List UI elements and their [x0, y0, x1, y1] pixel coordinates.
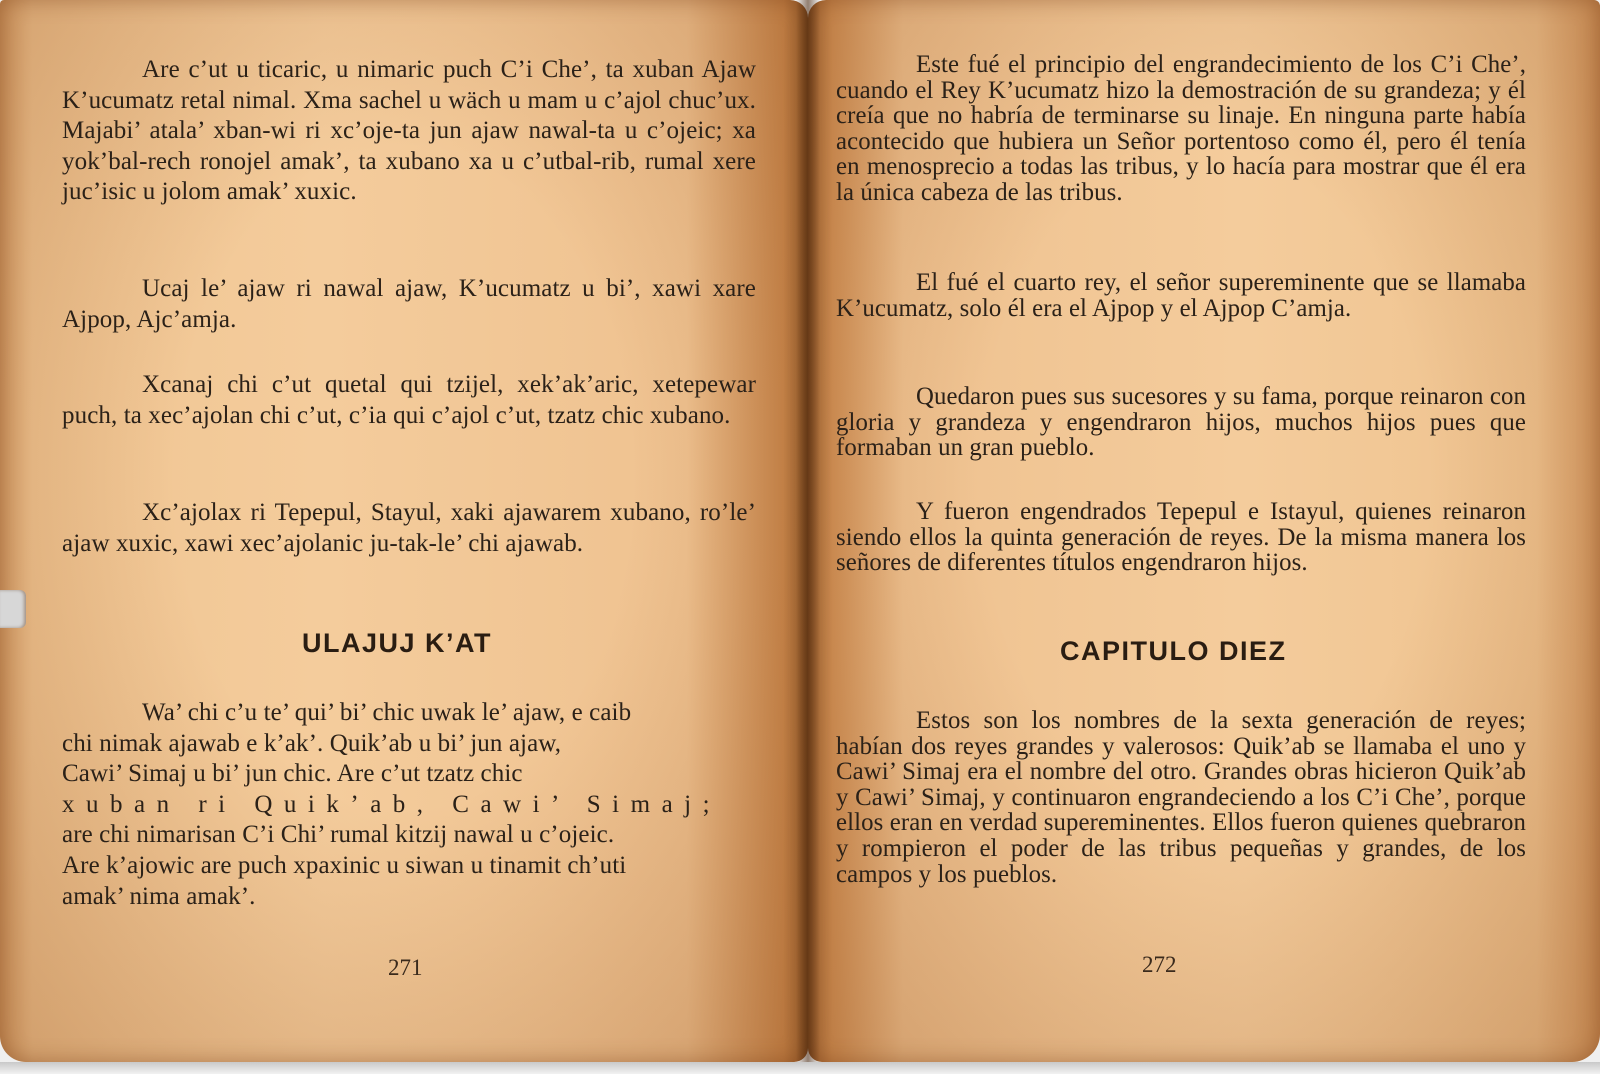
page-number-right: 272 — [1142, 952, 1177, 977]
left-paragraph-2: Ucaj le’ ajaw ri nawal ajaw, K’ucumatz u bi’, xawi xare Ajpop, Ajc’amja. — [62, 275, 756, 333]
left-final-paragraph: Wa’ chi c’u te’ qui’ bi’ chic uwak le’ ajaw, e caib chi nimak ajawab e k’ak’. Quik’ab u bi’ jun ajaw, Cawi’ Simaj u bi’ jun chic. Are c’ut tzatz chic xuban ri Quik’ab, Cawi’ Simaj; are chi nimarisan C’i Chi’ rumal kitzij nawal u c’ojeic. Are k’ajowic are puch xpaxinic u siwan u tinamit ch’uti amak’ nima amak’. — [62, 699, 722, 910]
left-paragraph-3: Xcanaj chi c’ut quetal qui tzijel, xek’ak’aric, xetepewar puch, ta xec’ajolan chi c’ut, c’ia qui c’ajol c’ut, tzatz chic xubano. — [62, 371, 756, 429]
left-paragraph-4: Xc’ajolax ri Tepepul, Stayul, xaki ajawarem xubano, ro’le’ ajaw xuxic, xawi xec’ajolanic ju-tak-le’ chi ajawab. — [62, 499, 756, 557]
right-page — [808, 0, 1600, 1062]
scan-bottom-edge — [0, 1062, 1600, 1074]
left-paragraph-1: Are c’ut u ticaric, u nimaric puch C’i Che’, ta xuban Ajaw K’ucumatz retal nimal. Xma sachel u wäch u mam u c’ajol chuc’ux. Majabi’ atala’ xban-wi ri xc’oje-ta jun ajaw nawal-ta u c’ojeic; xa yok’bal-rech ronojel amak’, ta xubano xa u c’utbal-rib, rumal xere juc’isic u jolom amak’ xuxic. — [62, 56, 756, 206]
page-tear — [0, 590, 26, 628]
right-paragraph-1: Este fué el principio del engrandecimiento de los C’i Che’, cuando el Rey K’ucumatz hizo la demostración de su grandeza; y él creía que no habría de terminarse su linaje. En ninguna parte había acontecido que hubiera un Señor portentoso como él, pero él tenía en menosprecio a todas las tribus, y lo hacía para mostrar que él era la única cabeza de las tribus. — [836, 51, 1526, 206]
left-heading: ULAJUJ K’AT — [302, 628, 493, 658]
book-gutter — [796, 0, 820, 1062]
page-number-left: 271 — [388, 955, 423, 980]
right-heading: CAPITULO DIEZ — [1060, 636, 1287, 666]
left-page — [0, 0, 808, 1062]
right-paragraph-4: Y fueron engendrados Tepepul e Istayul, quienes reinaron siendo ellos la quinta generación de reyes. De la misma manera los señores de diferentes títulos engendraron hijos. — [836, 498, 1526, 577]
right-final-paragraph: Estos son los nombres de la sexta generación de reyes; habían dos reyes grandes y valerosos: Quik’ab se llamaba el uno y Cawi’ Simaj era el nombre del otro. Grandes obras hicieron Quik’ab y Cawi’ Simaj, y continuaron engrandeciendo a los C’i Che’, porque ellos eran en verdad supereminentes. Ellos fueron quienes quebraron y rompieron el poder de las tribus pequeñas y grandes, de los campos y los pueblos. — [836, 707, 1526, 888]
right-paragraph-2: El fué el cuarto rey, el señor supereminente que se llamaba K’ucumatz, solo él era el Ajpop y el Ajpop C’amja. — [836, 269, 1526, 322]
right-paragraph-3: Quedaron pues sus sucesores y su fama, porque reinaron con gloria y grandeza y engendraron hijos, muchos hijos pues que formaban un gran pueblo. — [836, 383, 1526, 462]
